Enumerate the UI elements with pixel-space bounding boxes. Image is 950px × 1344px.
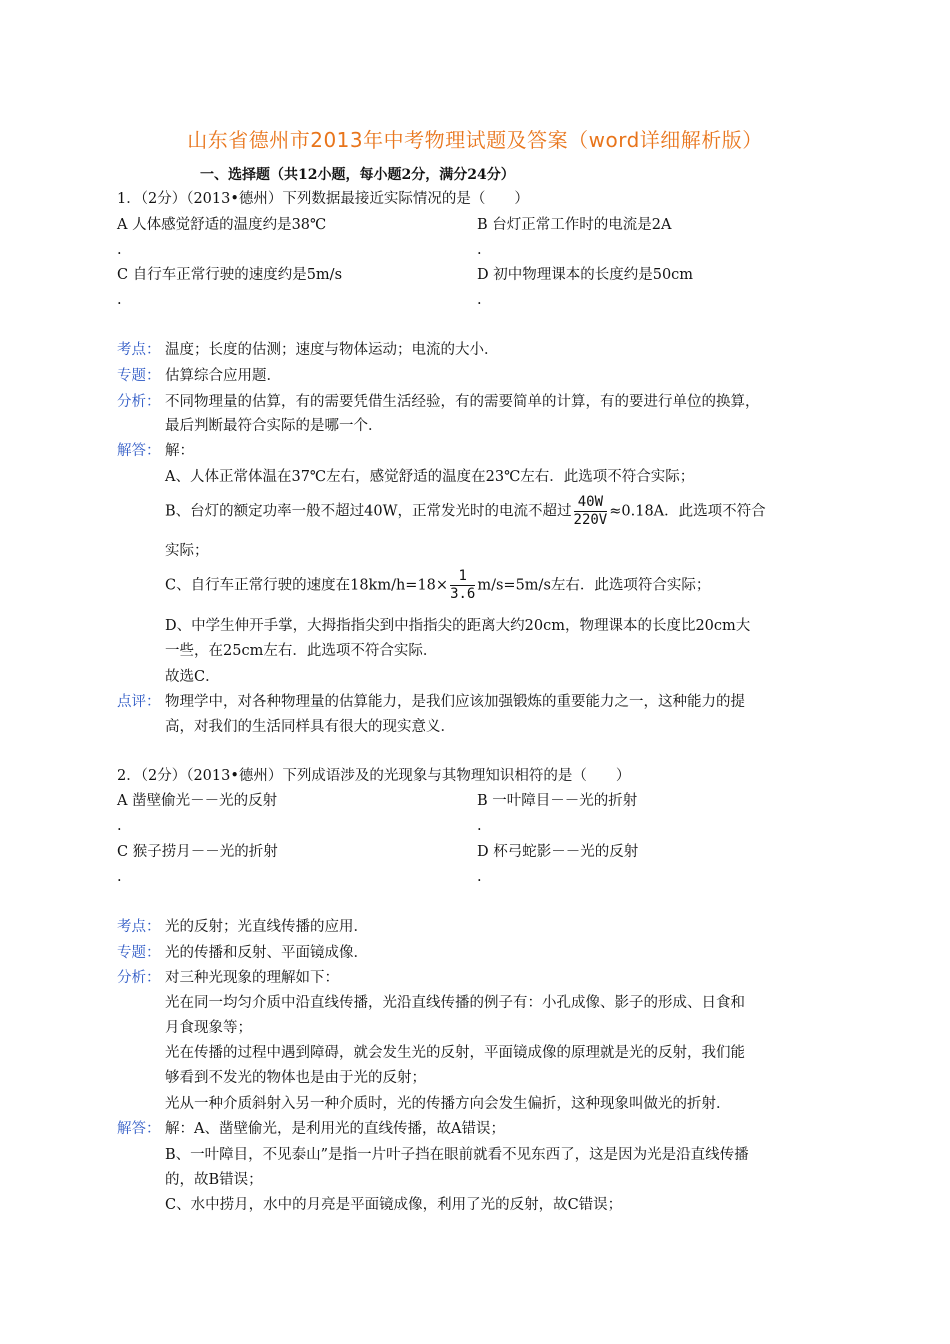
q1-analysis-c	[165, 568, 710, 603]
q2-option-b: B 一叶障目－－光的折射	[477, 793, 638, 809]
q1-analysis-d-1: D、中学生伸开手掌，大拇指指尖到中指指尖的距离大约20cm，物理课本的长度比20cm大	[165, 618, 751, 634]
q2-option-a: A 凿壁偷光－－光的反射	[117, 793, 278, 809]
q2-fenxi-5: 光从一种介质斜射入另一种介质时，光的传播方向会发生偏折，这种现象叫做光的折射．	[165, 1096, 731, 1112]
q2-fenxi-1: 光在同一均匀介质中沿直线传播，光沿直线传播的例子有：小孔成像、影子的形成、日食和	[165, 995, 745, 1011]
q2-fenxi-3: 光在传播的过程中遇到障碍，就会发生光的反射，平面镜成像的原理就是光的反射，我们能	[165, 1045, 745, 1061]
q1-analysis-c-post: m/s=5m/s左右．此选项符合实际；	[477, 577, 711, 594]
q1-kaodian-label: 考点：	[117, 342, 161, 358]
q2-analysis-b-2: 的，故B错误；	[165, 1172, 263, 1188]
q1-kaodian: 温度；长度的估测；速度与物体运动；电流的大小．	[165, 342, 499, 358]
q1-zhuanti: 估算综合应用题．	[165, 368, 281, 384]
q1-analysis-b-pre: B、台灯的额定功率一般不超过40W，正常发光时的电流不超过	[165, 503, 572, 520]
q1-analysis-b-post: ≈0.18A．此选项不符合	[609, 503, 766, 520]
q1-fenxi-1: 不同物理量的估算，有的需要凭借生活经验，有的需要简单的计算，有的要进行单位的换算，	[165, 394, 760, 410]
q2-analysis-c: C、水中捞月，水中的月亮是平面镜成像，利用了光的反射，故C错误；	[165, 1197, 623, 1213]
q1-zhuanti-label: 专题：	[117, 368, 161, 384]
q2-analysis-a: 解：A、凿壁偷光，是利用光的直线传播，故A错误；	[165, 1121, 505, 1137]
q2-option-d: D 杯弓蛇影－－光的反射	[477, 844, 639, 860]
fraction-numerator: 40W	[574, 494, 608, 512]
q2-option-b-dot: .	[477, 818, 482, 834]
q1-option-c: C 自行车正常行驶的速度约是5m/s	[117, 267, 343, 283]
fraction-power-over-voltage	[574, 494, 608, 529]
q1-jie: 解：	[165, 443, 194, 459]
q2-zhuanti-label: 专题：	[117, 945, 161, 961]
q2-option-d-dot: .	[477, 869, 482, 885]
q2-fenxi-0: 对三种光现象的理解如下：	[165, 970, 339, 986]
q1-analysis-c-pre: C、自行车正常行驶的速度在18km/h=18×	[165, 577, 449, 594]
q2-kaodian-label: 考点：	[117, 919, 161, 935]
q1-fenxi-label: 分析：	[117, 394, 161, 410]
q2-jieda-label: 解答：	[117, 1121, 161, 1137]
q1-analysis-d-2: 一些，在25cm左右．此选项不符合实际．	[165, 643, 438, 659]
fraction-numerator: 1	[450, 568, 475, 586]
q1-dianping-1: 物理学中，对各种物理量的估算能力，是我们应该加强锻炼的重要能力之一，这种能力的提	[165, 694, 745, 710]
q1-option-a: A 人体感觉舒适的温度约是38℃	[117, 217, 327, 233]
q2-fenxi-label: 分析：	[117, 970, 161, 986]
q2-stem: 2．（2分）（2013•德州）下列成语涉及的光现象与其物理知识相符的是（ ）	[117, 768, 631, 784]
document-title: 山东省德州市2013年中考物理试题及答案（word详细解析版）	[187, 128, 763, 152]
q1-option-d-dot: .	[477, 292, 482, 308]
q2-zhuanti: 光的传播和反射、平面镜成像．	[165, 945, 368, 961]
q1-jieda-label: 解答：	[117, 443, 161, 459]
q1-analysis-b	[165, 494, 766, 529]
q2-analysis-b-1: B、一叶障目，不见泰山”是指一片叶子挡在眼前就看不见东西了，这是因为光是沿直线传播	[165, 1147, 749, 1163]
q1-option-a-dot: .	[117, 242, 122, 258]
q1-stem: 1．（2分）（2013•德州）下列数据最接近实际情况的是（ ）	[117, 191, 529, 207]
q1-option-b: B 台灯正常工作时的电流是2A	[477, 217, 672, 233]
q1-option-b-dot: .	[477, 242, 482, 258]
section-heading: 一、选择题（共12小题，每小题2分，满分24分）	[200, 167, 515, 183]
q2-fenxi-2: 月食现象等；	[165, 1020, 252, 1036]
q1-answer: 故选C．	[165, 669, 220, 685]
q1-option-c-dot: .	[117, 292, 122, 308]
fraction-denominator: 3.6	[450, 586, 476, 602]
q2-option-c-dot: .	[117, 869, 122, 885]
q1-fenxi-2: 最后判断最符合实际的是哪一个．	[165, 418, 383, 434]
q2-option-c: C 猴子捞月－－光的折射	[117, 844, 278, 860]
q1-option-d: D 初中物理课本的长度约是50cm	[477, 267, 694, 283]
q1-analysis-a: A、人体正常体温在37℃左右，感觉舒适的温度在23℃左右．此选项不符合实际；	[165, 469, 695, 485]
q1-dianping-2: 高，对我们的生活同样具有很大的现实意义．	[165, 719, 455, 735]
q2-kaodian: 光的反射；光直线传播的应用．	[165, 919, 368, 935]
fraction-one-over-three-six	[450, 568, 475, 603]
q1-dianping-label: 点评：	[117, 694, 161, 710]
q2-fenxi-4: 够看到不发光的物体也是由于光的反射；	[165, 1070, 426, 1086]
q1-analysis-b-cont: 实际；	[165, 543, 209, 559]
q2-option-a-dot: .	[117, 818, 122, 834]
fraction-denominator: 220V	[573, 512, 608, 528]
